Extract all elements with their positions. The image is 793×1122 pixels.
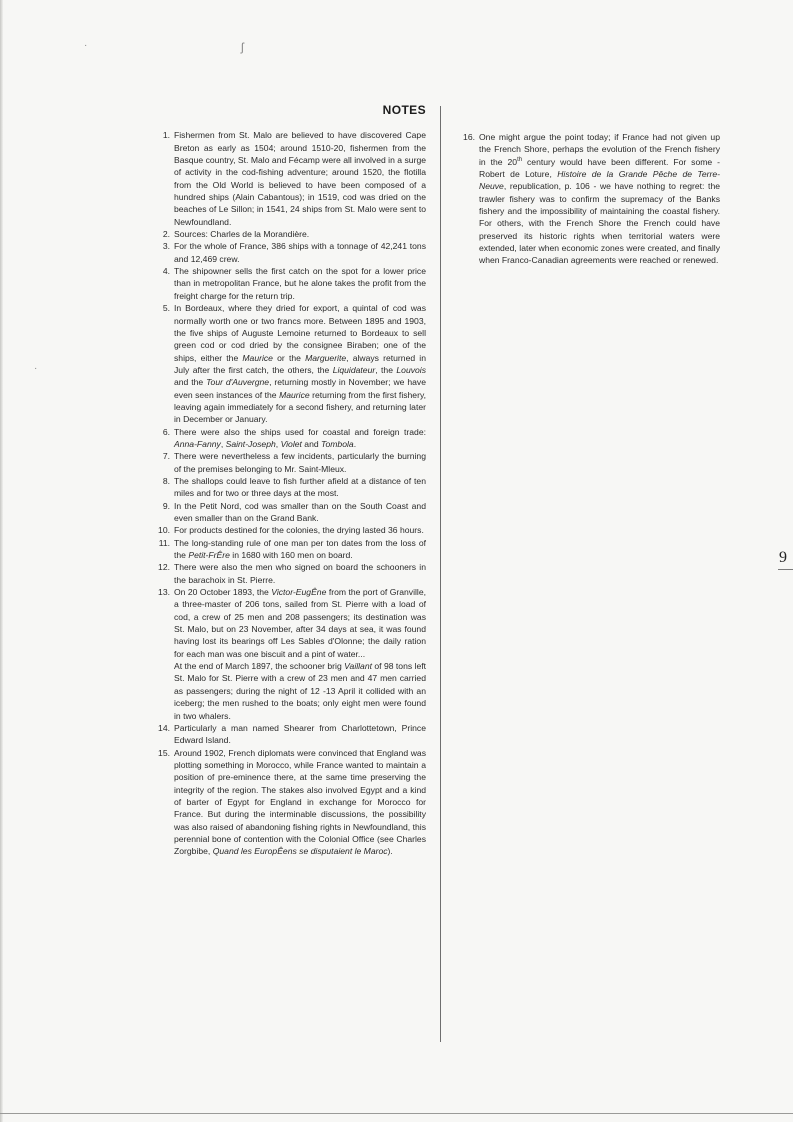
note-item — [150, 228, 426, 240]
text-run: century would have been different. For some - Robert de Loture, — [479, 156, 720, 180]
note-number: 6. — [162, 426, 170, 437]
note-text — [174, 748, 426, 857]
text-run: On 20 October 1893, the — [174, 587, 272, 598]
text-run: from the port of Granville, a three-master of 206 tons, sailed from St. Pierre with a load of cod, a crew of 25 men and 208 passengers; its destination was St. Malo, but on 23 November, after 34 days at sea, it was found having lost its bearings off Les Sables d'Olonne; the daily ration for each man was one biscuit and a pint of water... — [174, 587, 426, 659]
note-item — [150, 524, 426, 536]
note-number: 13. — [158, 587, 170, 598]
ship-name: Saint-Joseph — [225, 438, 276, 449]
note-item — [150, 302, 426, 425]
notes-heading: NOTES — [382, 103, 426, 117]
note-text: In the Petit Nord, cod was smaller than on the South Coast and even smaller than on the Grand Bank. — [174, 500, 426, 523]
ship-name: Anna-Fanny — [174, 438, 221, 449]
note-text — [174, 427, 426, 449]
note-text — [479, 132, 720, 265]
note-item — [150, 561, 426, 586]
note-number: 7. — [162, 451, 170, 462]
text-run: Around 1902, French diplomats were convinced that England was plotting something in Morocco, while France wanted to maintain a position of pre-eminence there, at the same time preserving the integrity of the region. The stakes also involved Egypt and a kind of barter of Egypt for England in exchange for Morocco for France. But during the interminable discussions, the possibility was also raised of abandoning fishing rights in Newfoundland, this perennial bone of contention with the Colonial Office (see Charles Zorgbibe, — [174, 747, 426, 857]
note-number: 14. — [158, 722, 170, 733]
note-item — [150, 475, 426, 500]
note-item — [150, 500, 426, 525]
scan-speck: · — [84, 40, 88, 51]
text-run: , the — [375, 364, 397, 375]
text-run: or the — [272, 352, 306, 363]
note-item — [150, 537, 426, 562]
page-number-rule — [778, 569, 793, 570]
ship-name: Tombola — [321, 438, 354, 449]
note-item — [455, 131, 720, 267]
note-number: 3. — [162, 241, 170, 252]
ship-name: Tour d'Auvergne — [206, 377, 270, 388]
note-number: 11. — [158, 537, 170, 548]
note-item — [150, 265, 426, 302]
ship-name: Victor-EugÊne — [271, 587, 327, 598]
note-number: 15. — [158, 747, 170, 758]
note-item — [150, 450, 426, 475]
text-run: The long-standing rule of one man per ton dates from the loss of the — [174, 537, 426, 561]
note-number: 1. — [162, 130, 170, 141]
ship-name: Marguerite — [305, 352, 347, 363]
note-number: 2. — [162, 229, 170, 240]
text-run: There were also the ships used for coastal and foreign trade: — [174, 426, 426, 437]
note-text — [174, 587, 426, 659]
note-item — [150, 240, 426, 265]
note-text — [174, 303, 426, 424]
column-divider — [440, 106, 441, 1042]
note-number: 12. — [158, 562, 170, 573]
text-run: and — [301, 438, 322, 449]
note-continuation — [174, 660, 426, 722]
text-run: . — [353, 438, 357, 449]
notes-right-column — [455, 131, 720, 267]
ship-name: Louvois — [396, 364, 427, 375]
scan-edge — [0, 0, 3, 1122]
note-text: There were also the men who signed on board the schooners in the barachoix in St. Pierre. — [174, 562, 426, 585]
ship-name: Violet — [280, 438, 302, 449]
note-text: Sources: Charles de la Morandière. — [174, 229, 310, 240]
note-number: 9. — [162, 500, 170, 511]
text-run: of 98 tons left St. Malo for St. Pierre with a crew of 23 men and 47 men carried as passengers; during the night of 12 -13 April it collided with an iceberg; the men rushed to the boats; only eight men were found in two whalers. — [174, 661, 427, 721]
ship-name: Maurice — [279, 389, 310, 400]
note-text: The shipowner sells the first catch on the spot for a lower price than in metropolitan France, but he alone takes the profit from the freight charge for the return trip. — [174, 266, 426, 301]
text-run: At the end of March 1897, the schooner brig — [174, 661, 345, 672]
note-text: For products destined for the colonies, the drying lasted 36 hours. — [174, 525, 424, 536]
note-text: There were nevertheless a few incidents, particularly the burning of the premises belonging to Mr. Saint-Mleux. — [174, 451, 426, 474]
text-run: , — [275, 438, 281, 449]
note-number: 5. — [162, 303, 170, 314]
note-number: 4. — [162, 266, 170, 277]
book-title: Histoire de la Grande Pêche de Terre-Neuve — [479, 169, 720, 192]
note-text — [174, 538, 426, 560]
ship-name: Vaillant — [344, 661, 372, 672]
text-run: One might argue the point today; if France had not given up the French Shore, perhaps the evolution of the French fishery in the 20 — [479, 132, 720, 167]
text-run: ). — [387, 846, 393, 857]
text-run: , returning mostly in November; we have even seen instances of the — [174, 377, 426, 400]
text-run: and the — [174, 377, 207, 388]
note-item — [150, 722, 426, 747]
note-item — [150, 129, 426, 228]
note-number: 10. — [158, 525, 170, 536]
ship-name: Petit-FrÊre — [188, 550, 230, 561]
note-number: 16. — [463, 132, 475, 142]
ship-name: Liquidateur — [332, 364, 376, 375]
note-text: Particularly a man named Shearer from Charlottetown, Prince Edward Island. — [174, 722, 426, 746]
scan-mark: ʃ — [241, 40, 244, 54]
scan-speck: · — [34, 363, 38, 374]
text-run: , republication, p. 106 - we have nothing to regret: the trawler fishery was to confirm the supremacy of the Banks fishery and the impossibility of maintaining the coastal fishery. For others, with the French Shore the French could have preserved its historic rights when territorial waters were extended, later when economic zones were created, and finally when Franco-Canadian agreements were reached or renewed. — [479, 181, 720, 266]
text-run: , — [220, 438, 226, 449]
text-run: in 1680 with 160 men on board. — [229, 550, 353, 561]
note-text: The shallops could leave to fish further afield at a distance of ten miles and for two or three days at the most. — [174, 475, 426, 499]
text-run: , always returned in July after the first catch, the others, the — [174, 352, 426, 375]
note-item — [150, 586, 426, 722]
note-text: For the whole of France, 386 ships with a tonnage of 42,241 tons and 12,469 crew. — [174, 241, 426, 264]
book-title: Quand les EuropÊens se disputaient le Maroc — [212, 846, 388, 857]
page-bottom-rule — [0, 1113, 793, 1114]
text-run: In Bordeaux, where they dried for export, a quintal of cod was normally worth one or two francs more. Between 1895 and 1903, the five ships of Auguste Lemoine returned to Bordeaux to sell green cod or cod dried by the consignee Biraben; one of the ships, either the — [174, 303, 426, 363]
note-text: Fishermen from St. Malo are believed to have discovered Cape Breton as early as 1504; around 1510-20, fishermen from the Basque country, St. Malo and Fécamp were all involved in a surge of activity in the cod-fishing adventure; around 1520, the flotilla from the Old World is believed to have been composed of a hundred ships (Alain Cabantous); in 1519, cod was dried on the beaches of Le Sillon; in 1541, 24 ships from St. Malo were sent to Newfoundland. — [174, 130, 426, 227]
text-run: returning from the first fishery, leaving again immediately for a second fishery, and returning later in December or January. — [174, 389, 426, 425]
note-item — [150, 426, 426, 451]
superscript: th — [517, 156, 523, 163]
note-number: 8. — [162, 475, 170, 486]
notes-left-column — [150, 104, 426, 858]
page-number: 9 — [779, 549, 787, 566]
note-item — [150, 747, 426, 858]
ship-name: Maurice — [242, 352, 273, 363]
